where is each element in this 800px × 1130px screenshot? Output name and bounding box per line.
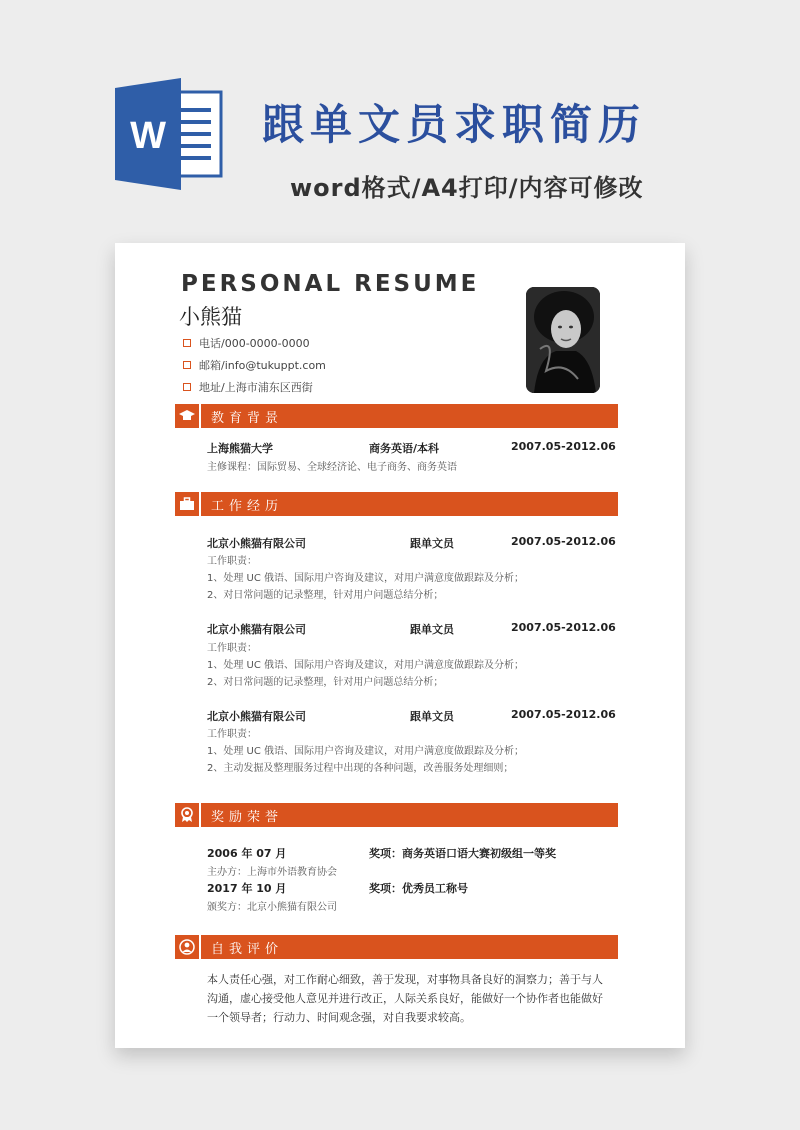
job-company: 北京小熊猫有限公司: [207, 710, 306, 723]
graduation-cap-icon: [175, 404, 199, 428]
contact-phone: 电话/000-0000-0000: [183, 335, 310, 351]
job-duty: 2、主动发掘及整理服务过程中出现的各种问题，改善服务处理细则；: [207, 763, 514, 774]
award-issuer: 主办方：上海市外语教育协会: [207, 867, 337, 878]
checkbox-icon: [183, 339, 191, 347]
job-title: 跟单文员: [410, 537, 454, 550]
profile-photo: [526, 287, 600, 393]
job-period: 2007.05-2012.06: [511, 621, 616, 634]
svg-text:W: W: [130, 115, 166, 157]
edu-courses: 主修课程：国际贸易、全球经济论、电子商务、商务英语: [207, 462, 457, 473]
candidate-name: 小熊猫: [179, 305, 242, 329]
job-title: 跟单文员: [410, 710, 454, 723]
award-prize: 奖项：商务英语口语大赛初级组一等奖: [369, 847, 556, 860]
job-company: 北京小熊猫有限公司: [207, 623, 306, 636]
job-duty: 2、对日常问题的记录整理，针对用户问题总结分析；: [207, 677, 444, 688]
edu-period: 2007.05-2012.06: [511, 440, 616, 453]
job-title: 跟单文员: [410, 623, 454, 636]
job-company: 北京小熊猫有限公司: [207, 537, 306, 550]
award-issuer: 颁奖方：北京小熊猫有限公司: [207, 902, 337, 913]
section-work: 工作经历: [175, 492, 618, 516]
banner-title: 跟单文员求职简历: [262, 100, 647, 149]
job-duty: 1、处理 UC 俄语、国际用户咨询及建议，对用户满意度做跟踪及分析；: [207, 660, 525, 671]
job-duty: 1、处理 UC 俄语、国际用户咨询及建议，对用户满意度做跟踪及分析；: [207, 573, 525, 584]
briefcase-icon: [175, 492, 199, 516]
contact-address: 地址/上海市浦东区西街: [183, 379, 313, 395]
section-education: 教育背景: [175, 404, 618, 428]
award-prize: 奖项：优秀员工称号: [369, 882, 468, 895]
contact-email: 邮箱/info@tukuppt.com: [183, 357, 326, 373]
resume-page: [115, 243, 685, 1048]
medal-icon: [175, 803, 199, 827]
job-duty: 2、对日常问题的记录整理，针对用户问题总结分析；: [207, 590, 444, 601]
section-awards: 奖励荣誉: [175, 803, 618, 827]
award-date: 2006 年 07 月: [207, 847, 287, 860]
job-period: 2007.05-2012.06: [511, 708, 616, 721]
resume-heading: PERSONAL RESUME: [181, 271, 480, 297]
job-duty-label: 工作职责：: [207, 556, 257, 567]
checkbox-icon: [183, 361, 191, 369]
section-self-evaluation: 自我评价: [175, 935, 618, 959]
edu-major: 商务英语/本科: [369, 442, 440, 455]
job-duty-label: 工作职责：: [207, 729, 257, 740]
self-evaluation-text: 本人责任心强，对工作耐心细致，善于发现，对事物具备良好的洞察力；善于与人沟通，虚心接受他人意见并进行改正，人际关系良好，能做好一个协作者也能做好一个领导者；行动力、时间观念强，对自我要求较高。: [207, 973, 603, 1024]
award-date: 2017 年 10 月: [207, 882, 287, 895]
job-period: 2007.05-2012.06: [511, 535, 616, 548]
checkbox-icon: [183, 383, 191, 391]
top-banner: [0, 0, 800, 240]
banner-subtitle: word格式/A4打印/内容可修改: [290, 174, 644, 202]
word-document-icon: [115, 78, 225, 190]
person-icon: [175, 935, 199, 959]
job-duty: 1、处理 UC 俄语、国际用户咨询及建议，对用户满意度做跟踪及分析；: [207, 746, 525, 757]
edu-school: 上海熊猫大学: [207, 442, 273, 455]
job-duty-label: 工作职责：: [207, 643, 257, 654]
